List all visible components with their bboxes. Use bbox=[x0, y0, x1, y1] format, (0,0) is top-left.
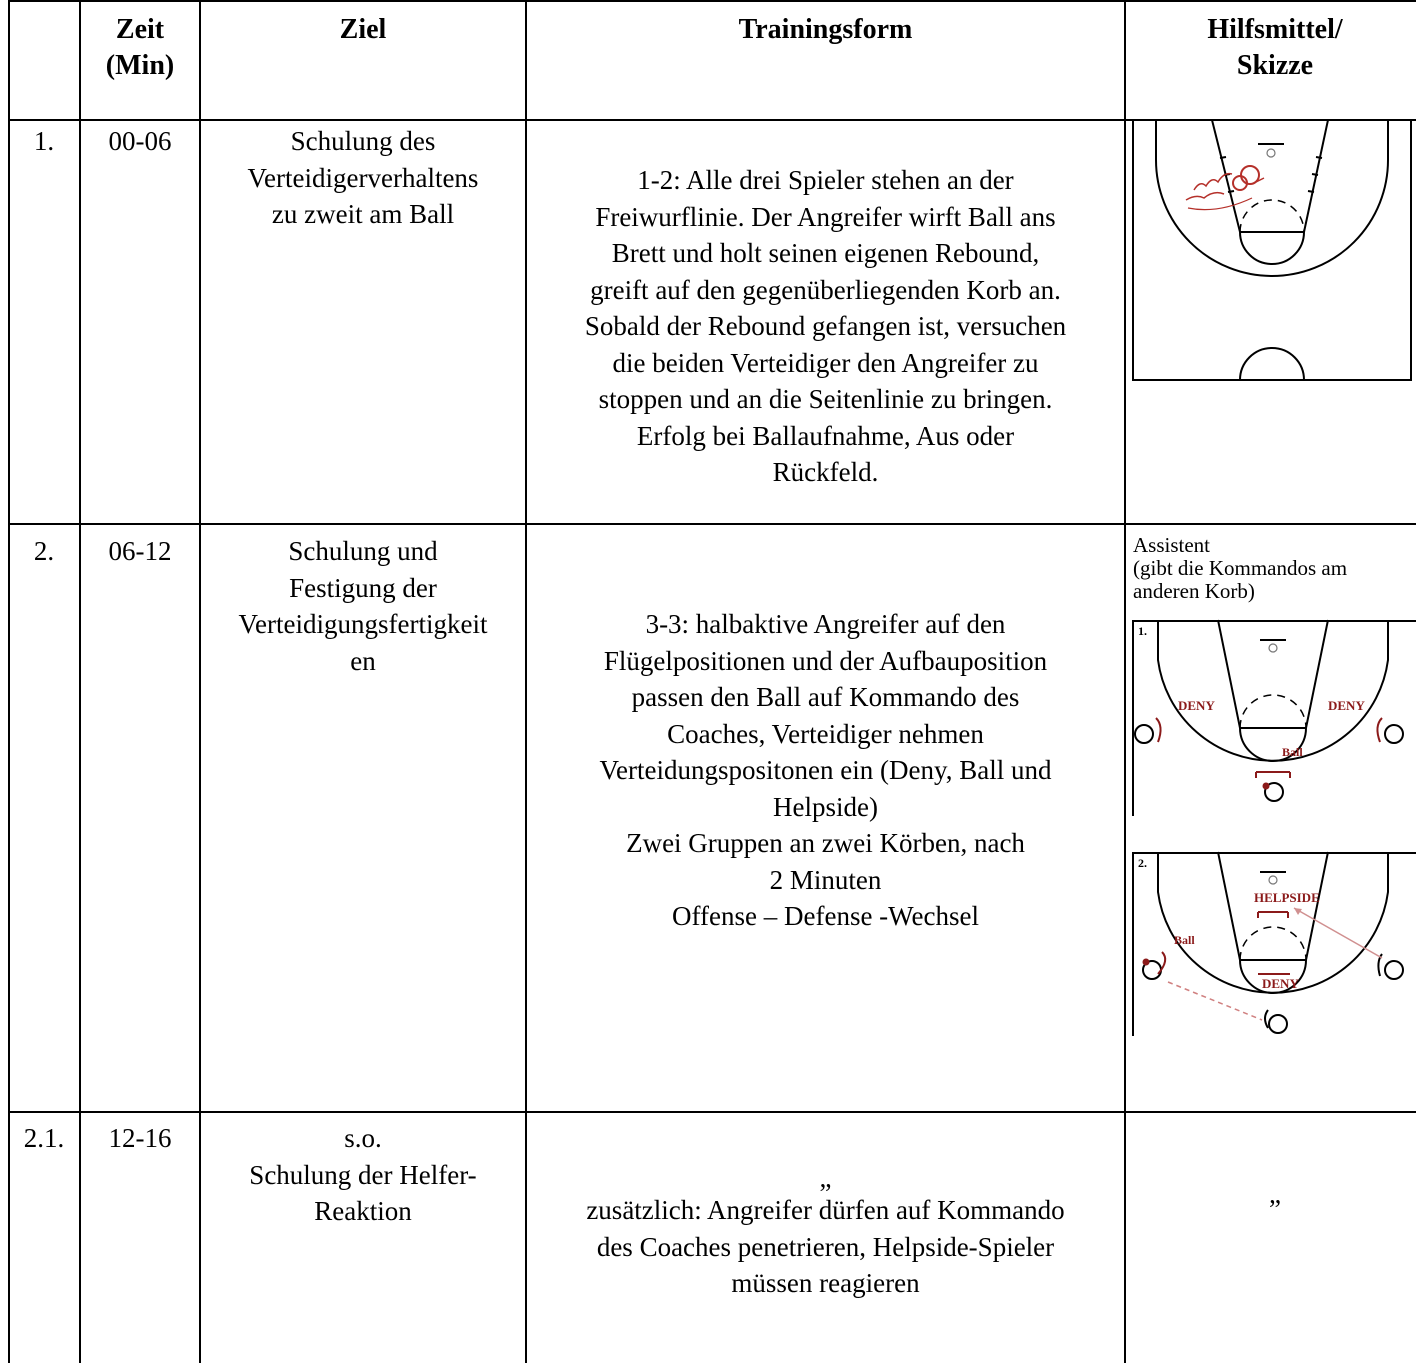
row3-hilfsmittel bbox=[1125, 1176, 1416, 1213]
diagram2-number: 2. bbox=[1138, 856, 1147, 870]
row2-hilfsmittel-line: Assistent bbox=[1133, 533, 1211, 557]
row2-hilfsmittel-line: anderen Korb) bbox=[1133, 579, 1255, 603]
row2-nr bbox=[9, 533, 79, 570]
row2-ziel-line: Schulung und bbox=[288, 536, 438, 566]
row2-ziel-line: en bbox=[350, 645, 376, 676]
row3-nr bbox=[9, 1120, 79, 1157]
row2-ziel bbox=[200, 533, 526, 679]
row3-nr-text: 2.1. bbox=[23, 1123, 65, 1153]
row3-ziel-line: s.o. bbox=[344, 1123, 382, 1153]
row3-ziel-line: Reaktion bbox=[314, 1196, 412, 1226]
header-zeit-label: Zeit bbox=[115, 14, 165, 45]
row1-training-line: die beiden Verteidiger den Angreifer zu bbox=[612, 347, 1039, 378]
diagram1-label-deny-right: DENY bbox=[1328, 698, 1365, 713]
row1-trainingsform bbox=[526, 162, 1125, 491]
row1-training-line: stoppen und an die Seitenlinie zu bringen. bbox=[598, 384, 1053, 414]
row1-ziel-line: Verteidigerverhaltens bbox=[247, 162, 479, 193]
row1-bottom-border bbox=[8, 523, 1416, 525]
row2-hilfsmittel-line: (gibt die Kommandos am bbox=[1133, 556, 1348, 580]
row1-nr bbox=[9, 123, 79, 160]
row1-zeit-text: 00-06 bbox=[108, 126, 172, 156]
header-trainingsform bbox=[526, 12, 1125, 48]
row3-zeit-text: 12-16 bbox=[108, 1123, 172, 1153]
header-hilfsmittel bbox=[1125, 12, 1416, 84]
header-hilfsmittel-label: Hilfsmittel/ bbox=[1207, 14, 1343, 45]
row2-trainingsform bbox=[526, 606, 1125, 935]
row2-court-diagram-2 bbox=[1132, 852, 1416, 1036]
diagram1-number: 1. bbox=[1138, 624, 1147, 638]
row1-ziel-line: Schulung des bbox=[290, 126, 436, 156]
col-divider-1 bbox=[79, 0, 81, 1363]
row2-training-line: Helpside) bbox=[773, 791, 878, 822]
row2-training-line: Coaches, Verteidiger nehmen bbox=[667, 718, 984, 749]
row2-training-line: Verteidungspositonen ein (Deny, Ball und bbox=[599, 755, 1052, 785]
row2-court-diagram-1 bbox=[1132, 620, 1416, 816]
row2-training-line: Zwei Gruppen an zwei Körben, nach bbox=[626, 828, 1025, 858]
row2-ziel-line: Festigung der bbox=[289, 572, 437, 603]
row3-hilfsmittel-ditto: „ bbox=[1269, 1179, 1281, 1209]
row3-ziel-line: Schulung der Helfer- bbox=[249, 1159, 477, 1190]
header-trainingsform-label: Trainingsform bbox=[738, 14, 913, 45]
header-ziel-label: Ziel bbox=[339, 14, 387, 45]
diagram1-label-deny-left: DENY bbox=[1178, 698, 1215, 713]
row1-training-line: Erfolg bei Ballaufnahme, Aus oder bbox=[636, 420, 1015, 451]
row2-training-line: 3-3: halbaktive Angreifer auf den bbox=[645, 609, 1006, 639]
row1-training-line: Brett und holt seinen eigenen Rebound, bbox=[611, 238, 1040, 268]
row2-hilfsmittel bbox=[1133, 534, 1416, 603]
row3-training-line: zusätzlich: Angreifer dürfen auf Kommando bbox=[586, 1195, 1065, 1225]
row3-ziel bbox=[200, 1120, 526, 1230]
row3-training-line: müssen reagieren bbox=[731, 1268, 920, 1298]
row1-ziel bbox=[200, 123, 526, 233]
diagram2-label-deny: DENY bbox=[1262, 976, 1299, 991]
row2-zeit-text: 06-12 bbox=[108, 536, 172, 566]
diagram1-label-ball: Ball bbox=[1282, 745, 1303, 759]
row2-zeit bbox=[80, 533, 200, 570]
row2-training-line: 2 Minuten bbox=[769, 864, 882, 895]
header-skizze-label: Skizze bbox=[1236, 50, 1314, 81]
table-left-border bbox=[8, 0, 10, 1363]
row1-training-line: 1-2: Alle drei Spieler stehen an der bbox=[637, 165, 1014, 195]
row1-ziel-line: zu zweit am Ball bbox=[271, 199, 455, 229]
row2-ziel-line: Verteidigungsfertigkeit bbox=[238, 609, 488, 639]
header-ziel bbox=[200, 12, 526, 48]
header-zeit-unit: (Min) bbox=[105, 50, 175, 81]
row2-training-line: passen den Ball auf Kommando des bbox=[631, 682, 1020, 712]
row1-training-line: Rückfeld. bbox=[772, 457, 879, 487]
row1-training-line: Sobald der Rebound gefangen ist, versuchen bbox=[584, 311, 1067, 341]
row2-training-line: Flügelpositionen und der Aufbauposition bbox=[603, 645, 1048, 676]
row2-training-line: Offense – Defense -Wechsel bbox=[672, 901, 979, 931]
diagram2-label-ball: Ball bbox=[1174, 933, 1195, 947]
row2-bottom-border bbox=[8, 1111, 1416, 1113]
row3-training-line: des Coaches penetrieren, Helpside-Spieler bbox=[596, 1231, 1055, 1262]
row1-nr-text: 1. bbox=[33, 126, 55, 156]
header-zeit bbox=[80, 12, 200, 84]
row3-trainingsform bbox=[526, 1164, 1125, 1302]
row1-zeit bbox=[80, 123, 200, 160]
row2-nr-text: 2. bbox=[33, 536, 55, 566]
row1-court-diagram bbox=[1132, 120, 1414, 382]
row3-zeit bbox=[80, 1120, 200, 1157]
row1-training-line: greift auf den gegenüberliegenden Korb an. bbox=[590, 274, 1061, 305]
table-top-border bbox=[8, 0, 1416, 2]
row3-training-ditto: „ bbox=[819, 1163, 832, 1193]
row1-training-line: Freiwurflinie. Der Angreifer wirft Ball ans bbox=[595, 201, 1056, 232]
diagram2-label-helpside: HELPSIDE bbox=[1254, 890, 1320, 905]
